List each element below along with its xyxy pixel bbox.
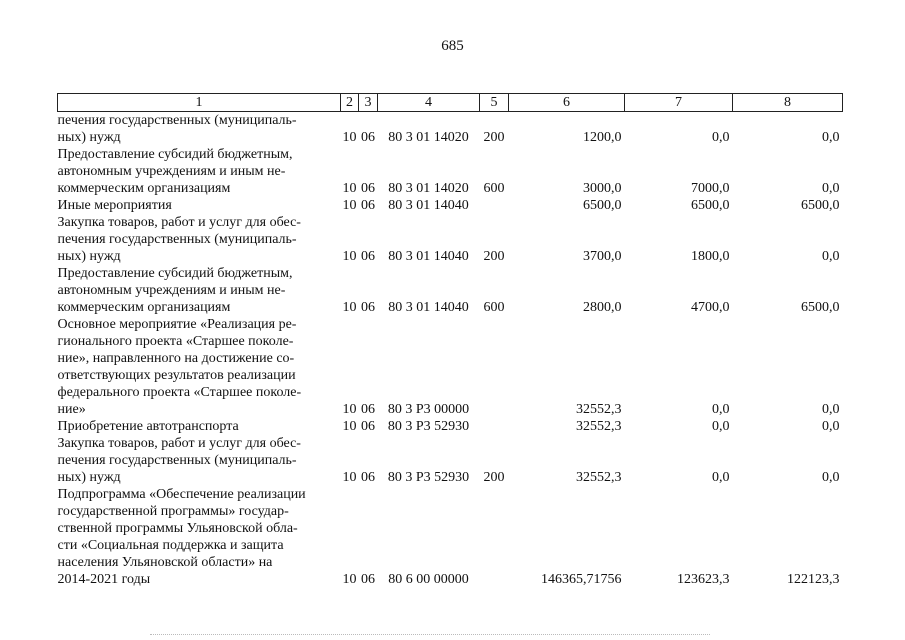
- cell-c2: 10: [342, 198, 357, 213]
- cell-c8: 6500,0: [801, 300, 840, 315]
- cell-c7: 0,0: [712, 470, 730, 485]
- header-col-3: 3: [359, 94, 378, 112]
- cell-c7: 0,0: [712, 130, 730, 145]
- cell-c8: 6500,0: [801, 198, 840, 213]
- cell-c4: 80 3 01 14020: [388, 181, 469, 196]
- cell-c4: 80 3 01 14040: [388, 249, 469, 264]
- table-row: [58, 435, 843, 486]
- row-name: [58, 146, 341, 197]
- cell-c8: 122123,3: [787, 572, 840, 587]
- row-name-line: ответствующих результатов реализации: [57, 368, 296, 383]
- cell-c8: 0,0: [822, 249, 840, 264]
- row-name-line: ние»: [57, 402, 86, 417]
- row-name: [58, 418, 341, 435]
- row-name-line: печения государственных (муниципаль-: [57, 113, 297, 128]
- cell-c8: 0,0: [822, 419, 840, 434]
- row-name-line: федерального проекта «Старшее поколе-: [57, 385, 302, 400]
- header-col-4: 4: [378, 94, 480, 112]
- row-name: [58, 435, 341, 486]
- cell-c6: 6500,0: [583, 198, 622, 213]
- table-row: [58, 418, 843, 435]
- row-name: [58, 316, 341, 418]
- page-number: 685: [441, 38, 464, 54]
- cell-c5: [480, 486, 509, 588]
- row-name-line: печения государственных (муниципаль-: [57, 453, 297, 468]
- row-name-line: Закупка товаров, работ и услуг для обес-: [57, 215, 301, 230]
- cell-c6: 3700,0: [583, 249, 622, 264]
- table-body: [58, 112, 843, 589]
- cell-c6: 1200,0: [583, 130, 622, 145]
- row-name-line: населения Ульяновской области» на: [57, 555, 273, 570]
- table-header-row: [58, 94, 843, 112]
- cell-c5: 600: [483, 181, 505, 196]
- row-name-line: автономным учреждениям и иным не-: [57, 283, 286, 298]
- cell-c6: 2800,0: [583, 300, 622, 315]
- cell-c2: 10: [342, 572, 357, 587]
- cell-c7: 4700,0: [691, 300, 730, 315]
- cell-c5: 200: [483, 249, 505, 264]
- row-name-line: Приобретение автотранспорта: [57, 419, 239, 434]
- cell-c2: 10: [342, 130, 357, 145]
- table-row: [58, 112, 843, 147]
- row-name-line: автономным учреждениям и иным не-: [57, 164, 286, 179]
- cell-c4: 80 3 01 14040: [388, 198, 469, 213]
- row-name-line: ных) нужд: [57, 130, 121, 145]
- row-name-line: ных) нужд: [57, 470, 121, 485]
- row-name-line: ственной программы Ульяновской обла-: [57, 521, 298, 536]
- cell-c4: 80 3 01 14020: [388, 130, 469, 145]
- row-name-line: ных) нужд: [57, 249, 121, 264]
- cell-c8: 0,0: [822, 402, 840, 417]
- cell-c7: 6500,0: [691, 198, 730, 213]
- row-name: [58, 265, 341, 316]
- row-name-line: Предоставление субсидий бюджетным,: [57, 147, 293, 162]
- cell-c4: 80 3 P3 52930: [387, 419, 470, 434]
- cell-c4: 80 3 P3 00000: [387, 402, 470, 417]
- cell-c6: 32552,3: [576, 402, 622, 417]
- cell-c3: 06: [361, 249, 375, 264]
- table-row: [58, 265, 843, 316]
- table-row: [58, 486, 843, 588]
- cell-c4: 80 3 P3 52930: [387, 470, 470, 485]
- table-row: [58, 214, 843, 265]
- cell-c6: 146365,71756: [541, 572, 622, 587]
- cell-c3: 06: [361, 470, 375, 485]
- header-col-2: 2: [341, 94, 359, 112]
- cell-c5: 200: [483, 130, 505, 145]
- row-name-line: Предоставление субсидий бюджетным,: [57, 266, 293, 281]
- cell-c5: [480, 418, 509, 435]
- scan-edge-line: [150, 634, 710, 635]
- budget-table: [57, 93, 843, 588]
- row-name-line: Иные мероприятия: [57, 198, 172, 213]
- cell-c2: 10: [342, 249, 357, 264]
- row-name-line: Закупка товаров, работ и услуг для обес-: [57, 436, 301, 451]
- cell-c6: 32552,3: [576, 470, 622, 485]
- cell-c3: 06: [361, 419, 375, 434]
- header-col-8: 8: [733, 94, 843, 112]
- row-name: [58, 214, 341, 265]
- table-row: [58, 316, 843, 418]
- cell-c4: 80 3 01 14040: [388, 300, 469, 315]
- cell-c7: 7000,0: [691, 181, 730, 196]
- row-name: [58, 486, 341, 588]
- header-col-1: 1: [58, 94, 341, 112]
- cell-c2: 10: [342, 470, 357, 485]
- cell-c7: 0,0: [712, 419, 730, 434]
- cell-c8: 0,0: [822, 130, 840, 145]
- cell-c3: 06: [361, 198, 375, 213]
- table-row: [58, 197, 843, 214]
- row-name-line: 2014-2021 годы: [57, 572, 151, 587]
- cell-c7: 123623,3: [677, 572, 730, 587]
- cell-c3: 06: [361, 130, 375, 145]
- cell-c6: 3000,0: [583, 181, 622, 196]
- row-name-line: печения государственных (муниципаль-: [57, 232, 297, 247]
- cell-c7: 1800,0: [691, 249, 730, 264]
- cell-c5: [480, 316, 509, 418]
- cell-c3: 06: [361, 181, 375, 196]
- row-name-line: государственной программы» государ-: [57, 504, 289, 519]
- row-name-line: Основное мероприятие «Реализация ре-: [57, 317, 297, 332]
- cell-c7: 0,0: [712, 402, 730, 417]
- cell-c5: 600: [483, 300, 505, 315]
- row-name: [58, 112, 341, 147]
- row-name-line: Подпрограмма «Обеспечение реализации: [57, 487, 306, 502]
- table-row: [58, 146, 843, 197]
- cell-c8: 0,0: [822, 470, 840, 485]
- cell-c3: 06: [361, 402, 375, 417]
- header-col-6: 6: [509, 94, 625, 112]
- cell-c3: 06: [361, 572, 375, 587]
- row-name: [58, 197, 341, 214]
- cell-c5: 200: [483, 470, 505, 485]
- header-col-5: 5: [480, 94, 509, 112]
- row-name-line: сти «Социальная поддержка и защита: [57, 538, 284, 553]
- cell-c4: 80 6 00 00000: [388, 572, 469, 587]
- row-name-line: коммерческим организациям: [57, 300, 231, 315]
- cell-c8: 0,0: [822, 181, 840, 196]
- cell-c2: 10: [342, 300, 357, 315]
- cell-c2: 10: [342, 419, 357, 434]
- cell-c6: 32552,3: [576, 419, 622, 434]
- row-name-line: гионального проекта «Старшее поколе-: [57, 334, 294, 349]
- cell-c5: [480, 197, 509, 214]
- row-name-line: ние», направленного на достижение со-: [57, 351, 295, 366]
- header-col-7: 7: [625, 94, 733, 112]
- cell-c2: 10: [342, 181, 357, 196]
- row-name-line: коммерческим организациям: [57, 181, 231, 196]
- cell-c3: 06: [361, 300, 375, 315]
- cell-c2: 10: [342, 402, 357, 417]
